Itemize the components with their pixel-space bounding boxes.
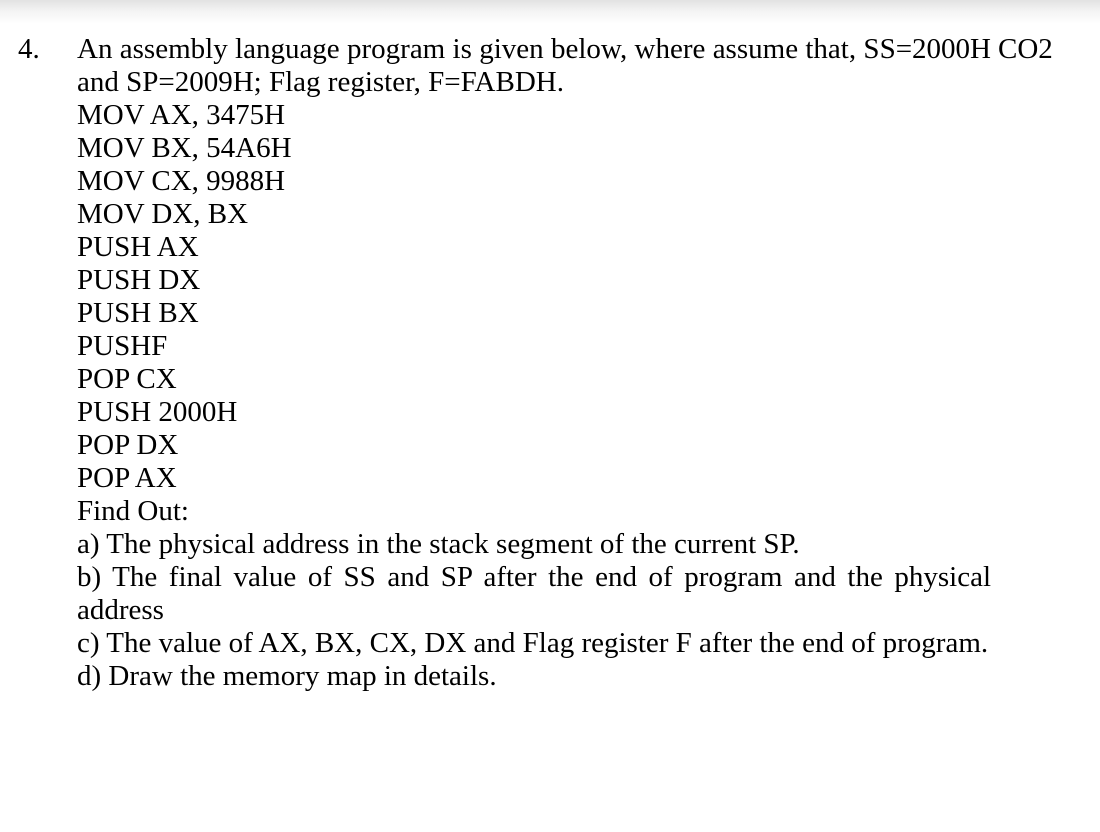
sub-question-b: b) The final value of SS and SP after the end of program and the physical address bbox=[77, 561, 991, 626]
code-line: PUSH 2000H bbox=[77, 396, 238, 428]
find-out-label: Find Out: bbox=[77, 495, 189, 527]
code-line: PUSHF bbox=[77, 330, 168, 362]
code-line: MOV DX, BX bbox=[77, 198, 249, 230]
code-line: MOV CX, 9988H bbox=[77, 165, 286, 197]
sub-question-d: d) Draw the memory map in details. bbox=[77, 660, 497, 692]
code-line: POP CX bbox=[77, 363, 177, 395]
sub-question-list bbox=[77, 528, 991, 693]
question-body bbox=[77, 33, 991, 693]
code-line: PUSH DX bbox=[77, 264, 201, 296]
question-number: 4. bbox=[18, 33, 40, 65]
code-line: PUSH AX bbox=[77, 231, 199, 263]
sub-question-c: c) The value of AX, BX, CX, DX and Flag register F after the end of program. bbox=[77, 627, 989, 659]
code-line: PUSH BX bbox=[77, 297, 199, 329]
code-line: MOV AX, 3475H bbox=[77, 99, 286, 131]
assembly-code-listing bbox=[77, 99, 991, 495]
course-outcome-label: CO2 bbox=[998, 33, 1053, 65]
question-intro: An assembly language program is given below, where assume that, SS=2000H and SP=2009H; Flag register, F=FABDH. bbox=[77, 33, 991, 98]
sub-question-a: a) The physical address in the stack segment of the current SP. bbox=[77, 528, 800, 560]
code-line: MOV BX, 54A6H bbox=[77, 132, 292, 164]
top-shadow-edge bbox=[0, 0, 1100, 24]
code-line: POP AX bbox=[77, 462, 177, 494]
code-line: POP DX bbox=[77, 429, 179, 461]
